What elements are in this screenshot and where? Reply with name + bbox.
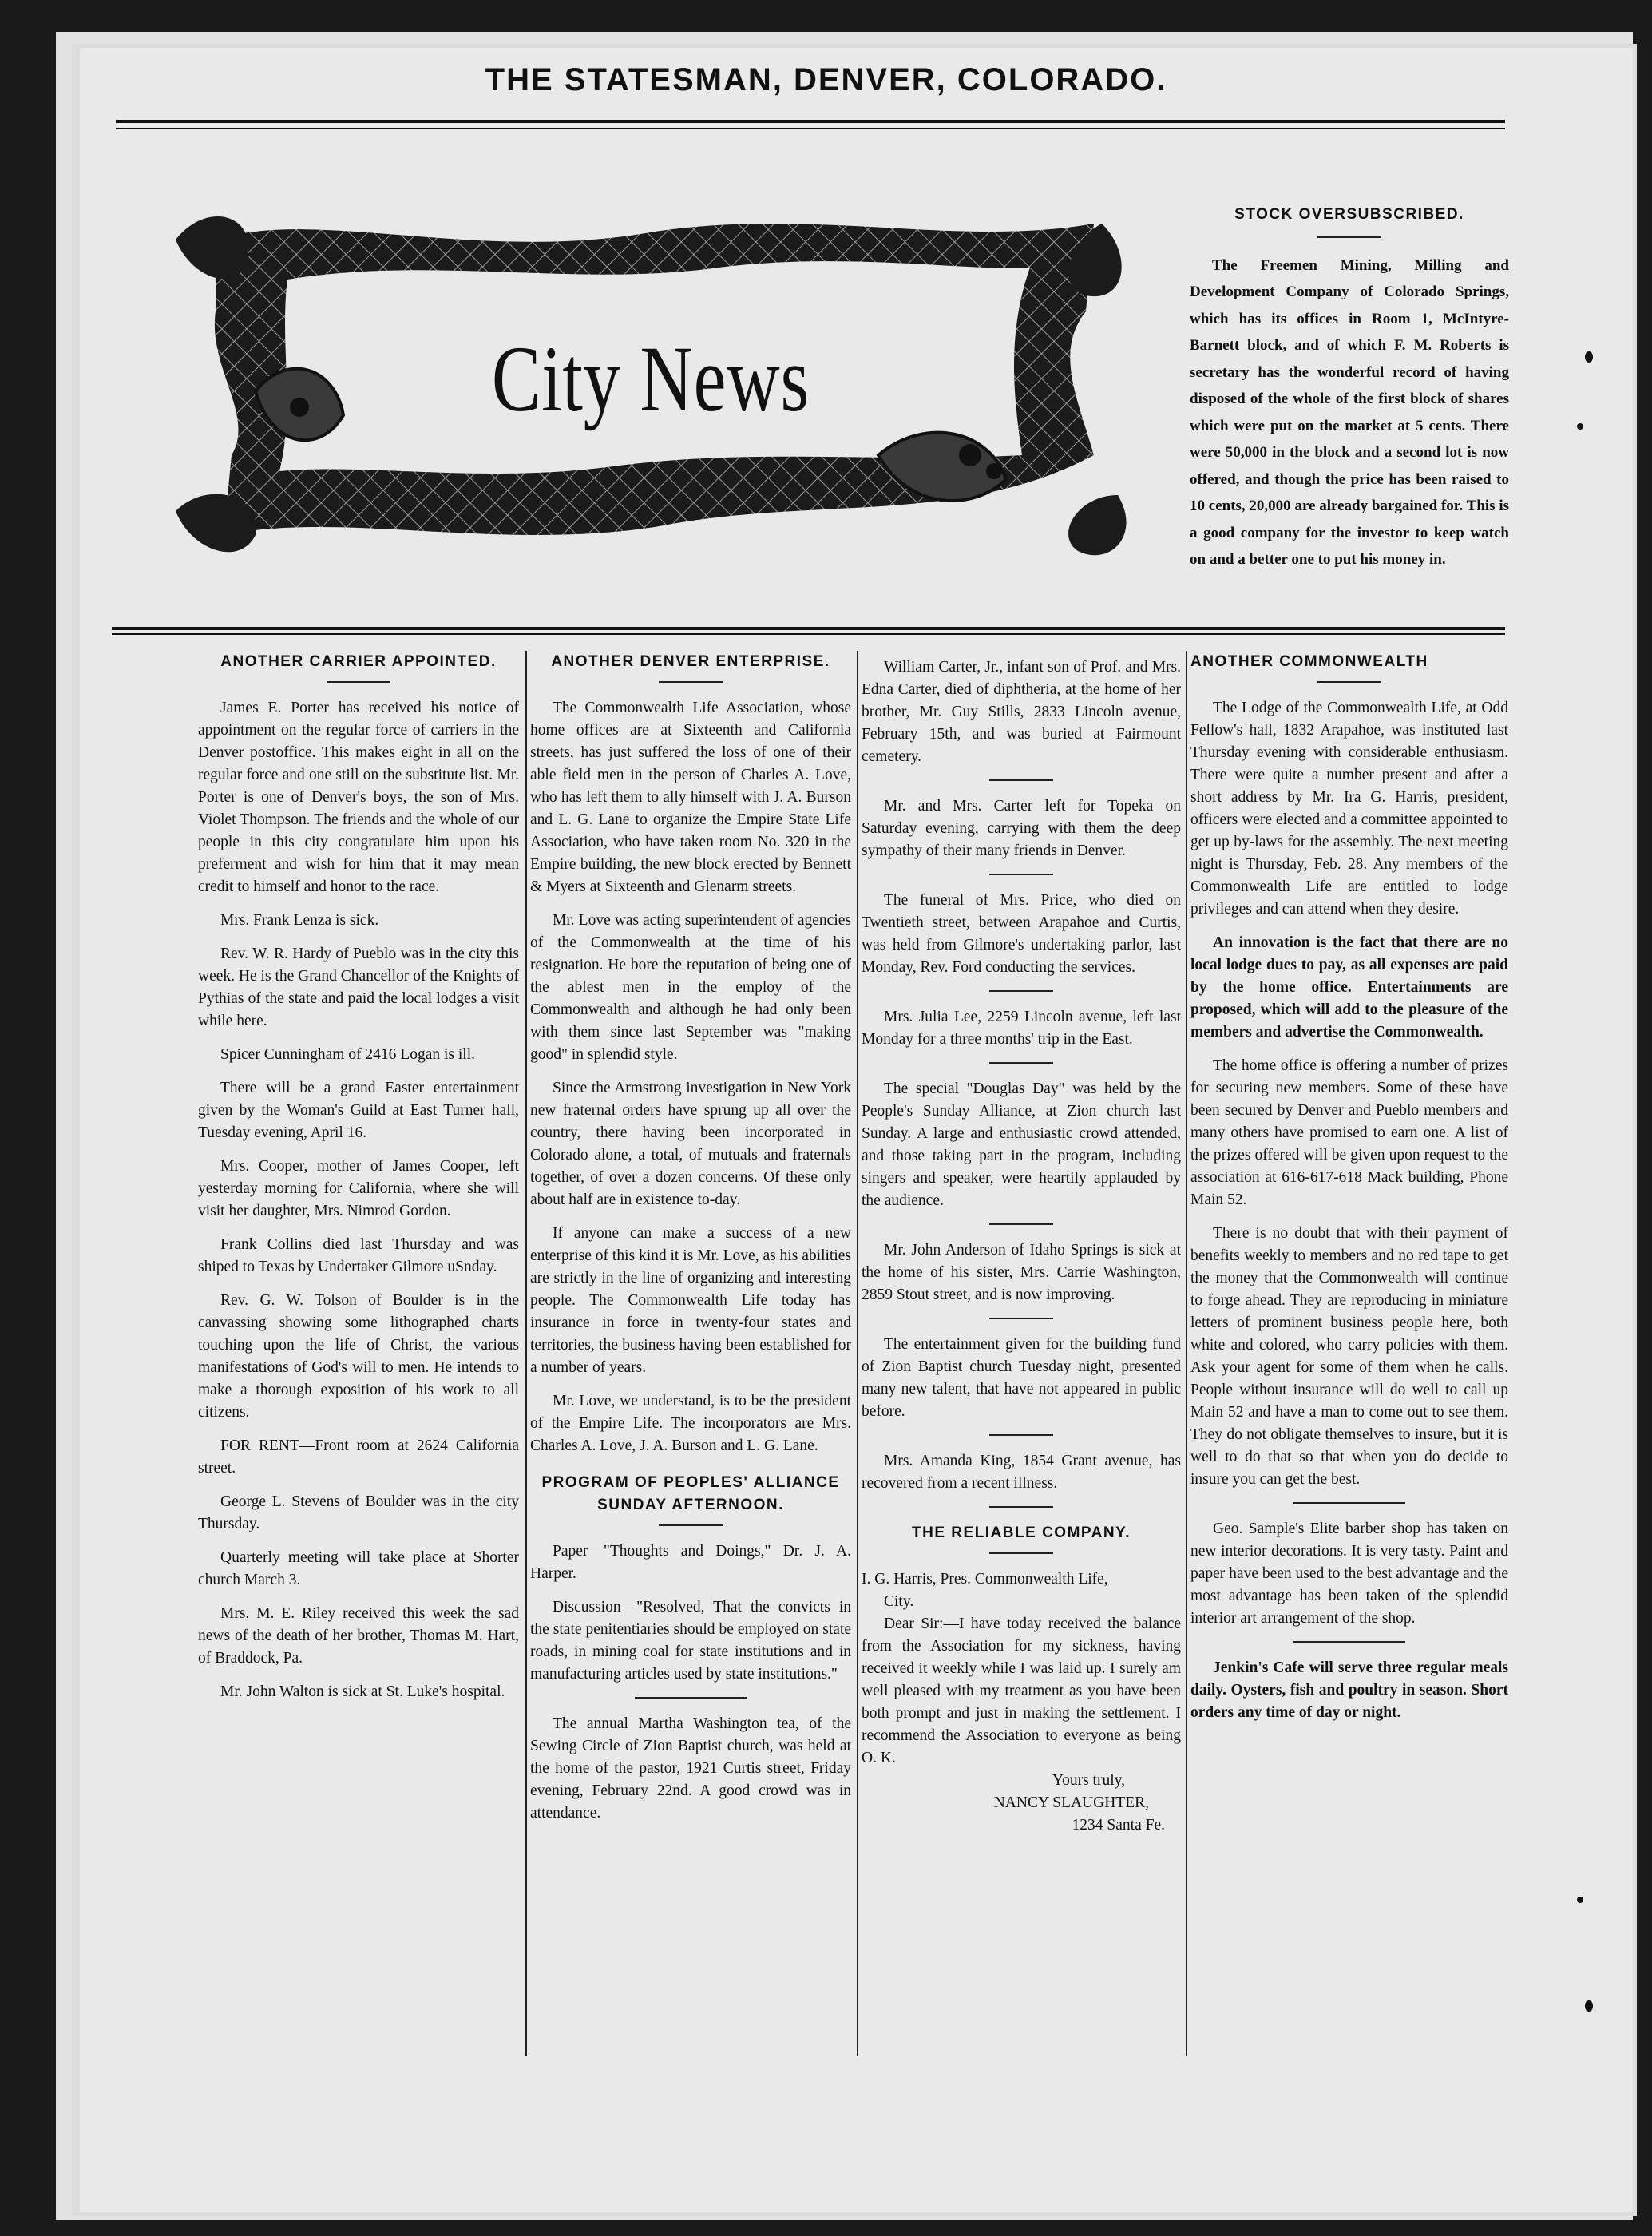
divider	[989, 1434, 1053, 1436]
article: Mrs. Amanda King, 1854 Grant avenue, has recovered from a recent illness.	[862, 1453, 1181, 1492]
column-rule-2	[857, 651, 858, 2056]
article: FOR RENT—Front room at 2624 California street.	[198, 1437, 519, 1477]
carrier-heading: ANOTHER CARRIER APPOINTED.	[220, 653, 497, 670]
article: Discussion—"Resolved, That the convicts in the state penitentiaries should be employed on state roads, in mining coal for state institutions and in manufacturing articles used by state institutions."	[530, 1599, 851, 1683]
divider	[989, 1223, 1053, 1225]
article: Mr. Love, we understand, is to be the president of the Empire Life. The incorporators are Mrs. Charles A. Love, J. A. Burson and L. G. Lane.	[530, 1393, 851, 1454]
divider	[989, 779, 1053, 781]
article: Frank Collins died last Thursday and was shiped to Texas by Undertaker Gilmore uSnday.	[198, 1236, 519, 1275]
article: Since the Armstrong investigation in New York new fraternal orders have sprung up all over the country, there having been incorporated in Colorado alone, a total, of mutuals and fraternals together, of over a dozen concerns. Of these only about half are in existence to-day.	[530, 1080, 851, 1208]
divider	[327, 681, 390, 683]
stock-heading: STOCK OVERSUBSCRIBED.	[1234, 206, 1464, 223]
letter-closing: Yours truly,	[1052, 1772, 1125, 1789]
article: Geo. Sample's Elite barber shop has taken on new interior decorations. It is very tasty. Paint and paper have been used to the best advantage and the most advantage has been taken of the splendid interior art arrangement of the shop.	[1190, 1520, 1508, 1627]
enterprise-heading: ANOTHER DENVER ENTERPRISE.	[551, 653, 830, 670]
divider	[1293, 1641, 1405, 1643]
article: James E. Porter has received his notice of appointment on the regular force of carriers in the Denver postoffice. This makes eight in all on the regular force and one still on the substitute list. Mr. Porter is one of Denver's boys, the son of Mrs. Violet Thompson. The friends and the whole of our people in this city congratulate him upon his preferment and wish for him that it may mean credit to himself and honor to the race.	[198, 700, 519, 895]
article: William Carter, Jr., infant son of Prof. and Mrs. Edna Carter, died of diphtheria, at the home of her brother, Mr. Guy Stills, 2833 Lincoln avenue, February 15th, and was buried at Fairmount cemetery.	[862, 659, 1181, 765]
article: Mr. John Walton is sick at St. Luke's hospital.	[220, 1683, 505, 1700]
column-1	[198, 651, 519, 1715]
letter-signer: NANCY SLAUGHTER,	[993, 1794, 1149, 1811]
article: Rev. G. W. Tolson of Boulder is in the canvassing showing some lithographed charts touching upon the life of Christ, the various manifestations of God's will to men. He intends to make a thorough exposition of his work to all citizens.	[198, 1292, 519, 1421]
article: Rev. W. R. Hardy of Pueblo was in the city this week. He is the Grand Chancellor of the Knights of Pythias of the state and paid the local lodges a visit while here.	[198, 946, 519, 1029]
divider	[1317, 236, 1381, 238]
mid-rule	[112, 627, 1505, 635]
divider	[1317, 681, 1381, 683]
article: If anyone can make a success of a new enterprise of this kind it is Mr. Love, as his abilities are strictly in the line of organizing and interesting people. The Commonwealth Life today has insurance in force in twenty-four states and territories, the business having been established for a number of years.	[530, 1225, 851, 1376]
reliable-heading: THE RELIABLE COMPANY.	[912, 1524, 1131, 1541]
banner-title: City News	[491, 327, 810, 431]
article: There is no doubt that with their payment of benefits weekly to members and no red tape to get the money that the Commonwealth will continue to forge ahead. They are reproducing in miniature letters of prominent business people here, both white and colored, who carry policies with them. Ask your agent for some of them when he calls. People without insurance will do well to call up Main 52 and have a man to come out to see them. They do not obligate themselves to insure, but it is well to do that so that when you do decide to insure you can get the best.	[1190, 1225, 1508, 1488]
stock-article	[1190, 201, 1509, 585]
alliance-heading: PROGRAM OF PEOPLES' ALLIANCE SUNDAY AFTERNOON.	[541, 1474, 840, 1513]
article: Mr. Love was acting superintendent of agencies of the Commonwealth at the time of his resignation. He bore the reputation of being one of the ablest men in the employ of the Commonwealth and although he had only been with them since last September was "making good" in splendid style.	[530, 912, 851, 1063]
article: George L. Stevens of Boulder was in the city Thursday.	[198, 1493, 519, 1532]
masthead: THE STATESMAN, DENVER, COLORADO.	[485, 62, 1167, 97]
divider	[989, 1552, 1053, 1554]
article: Paper—"Thoughts and Doings," Dr. J. A. Harper.	[530, 1543, 851, 1582]
article: There will be a grand Easter entertainment given by the Woman's Guild at East Turner hall, Tuesday evening, April 16.	[198, 1080, 519, 1141]
article: Mr. John Anderson of Idaho Springs is sick at the home of his sister, Mrs. Carrie Washington, 2859 Stout street, and is now improving.	[862, 1242, 1181, 1303]
divider	[635, 1697, 747, 1699]
article: An innovation is the fact that there are no local lodge dues to pay, as all expenses are paid by the home office. Entertainments are proposed, which will add to the pleasure of the members and advertise the Commonwealth.	[1190, 934, 1508, 1041]
top-rule	[116, 120, 1505, 129]
column-rule-3	[1186, 651, 1187, 2056]
article: Mrs. Frank Lenza is sick.	[220, 912, 379, 929]
article: Mrs. Julia Lee, 2259 Lincoln avenue, left last Monday for a three months' trip in the East.	[862, 1009, 1181, 1048]
article: Mrs. Cooper, mother of James Cooper, left yesterday morning for California, where she will visit her daughter, Mrs. Nimrod Gordon.	[198, 1158, 519, 1219]
stock-body: The Freemen Mining, Milling and Development Company of Colorado Springs, which has its offices in Room 1, McIntyre-Barnett block, and of which F. M. Roberts is secretary has the wonderful record of having disposed of the whole of the first block of shares which were put on the market at 5 cents. There were 50,000 in the block and a second lot is now offered, and though the price has been raised to 10 cents, 20,000 are already bargained for. This is a good company for the investor to keep watch on and a better one to put his money in.	[1190, 256, 1509, 568]
divider	[1293, 1502, 1405, 1504]
column-4	[1190, 651, 1508, 1735]
divider	[659, 1524, 723, 1526]
article: The Commonwealth Life Association, whose home offices are at Sixteenth and California streets, has just suffered the loss of one of their able field men in the person of Charles A. Love, who has left them to ally himself with J. A. Burson and L. G. Lane to organize the Empire State Life Association, who have taken room No. 320 in the Empire building, the new block erected by Bennett & Myers at Sixteenth and Glenarm streets.	[530, 700, 851, 895]
binding-mark	[1577, 1897, 1583, 1903]
binding-mark	[1577, 423, 1583, 430]
letter-address: I. G. Harris, Pres. Commonwealth Life,	[862, 1571, 1108, 1588]
article: Jenkin's Cafe will serve three regular meals daily. Oysters, fish and poultry in season. Short orders any time of day or night.	[1190, 1659, 1508, 1721]
divider	[659, 681, 723, 683]
binding-mark	[1585, 2000, 1593, 2012]
divider	[989, 1506, 1053, 1508]
divider	[989, 1318, 1053, 1319]
article: The entertainment given for the building fund of Zion Baptist church Tuesday night, presented many new talent, that have not appeared in public before.	[862, 1336, 1181, 1420]
article: The funeral of Mrs. Price, who died on Twentieth street, between Arapahoe and Curtis, was held from Gilmore's undertaking parlor, last Monday, Rev. Ford conducting the services.	[862, 892, 1181, 976]
binding-mark	[1585, 351, 1593, 363]
column-3	[862, 656, 1181, 1837]
divider	[989, 874, 1053, 875]
letter-city: City.	[884, 1593, 914, 1610]
letter-address-line: 1234 Santa Fe.	[1072, 1817, 1165, 1834]
article: Mrs. M. E. Riley received this week the sad news of the death of her brother, Thomas M. Hart, of Braddock, Pa.	[198, 1605, 519, 1667]
letter-body: Dear Sir:—I have today received the balance from the Association for my sickness, having received it weekly while I was laid up. I surely am well pleased with my treatment as you have been both prompt and just in making the settlement. I recommend the Association to everyone as being O. K.	[862, 1616, 1181, 1766]
article: Quarterly meeting will take place at Shorter church March 3.	[198, 1549, 519, 1588]
column-2	[530, 651, 851, 1836]
article: The special "Douglas Day" was held by the People's Sunday Alliance, at Zion church last Sunday. A large and enthusiastic crowd attended, and those taking part in the program, including singers and speaker, were heartily applauded by the audience.	[862, 1080, 1181, 1209]
article: Mr. and Mrs. Carter left for Topeka on Saturday evening, carrying with them the deep sympathy of their many friends in Denver.	[862, 798, 1181, 859]
commonwealth-heading: ANOTHER COMMONWEALTH	[1190, 653, 1428, 670]
article: Spicer Cunningham of 2416 Logan is ill.	[220, 1046, 476, 1063]
article: The Lodge of the Commonwealth Life, at Odd Fellow's hall, 1832 Arapahoe, was instituted last Thursday evening with considerable enthusiasm. There were quite a number present and after a short address by Mr. Ira G. Harris, president, officers were elected and a committee appointed to get up by-laws for the assembly. The next meeting night is Thursday, Feb. 28. Any members of the Commonwealth Life are entitled to lodge privileges and can attend when they desire.	[1190, 700, 1508, 918]
divider	[989, 990, 1053, 992]
article: The home office is offering a number of prizes for securing new members. Some of these have been secured by Denver and Pueblo members and many others have promised to earn one. A list of the prizes offered will be given upon request to the association at 616-617-618 Mack building, Phone Main 52.	[1190, 1057, 1508, 1208]
divider	[989, 1062, 1053, 1064]
column-rule-1	[525, 651, 527, 2056]
city-news-banner	[160, 192, 1142, 567]
article: The annual Martha Washington tea, of the Sewing Circle of Zion Baptist church, was held at the home of the pastor, 1921 Curtis street, Friday evening, February 22nd. A good crowd was in attendance.	[530, 1715, 851, 1822]
